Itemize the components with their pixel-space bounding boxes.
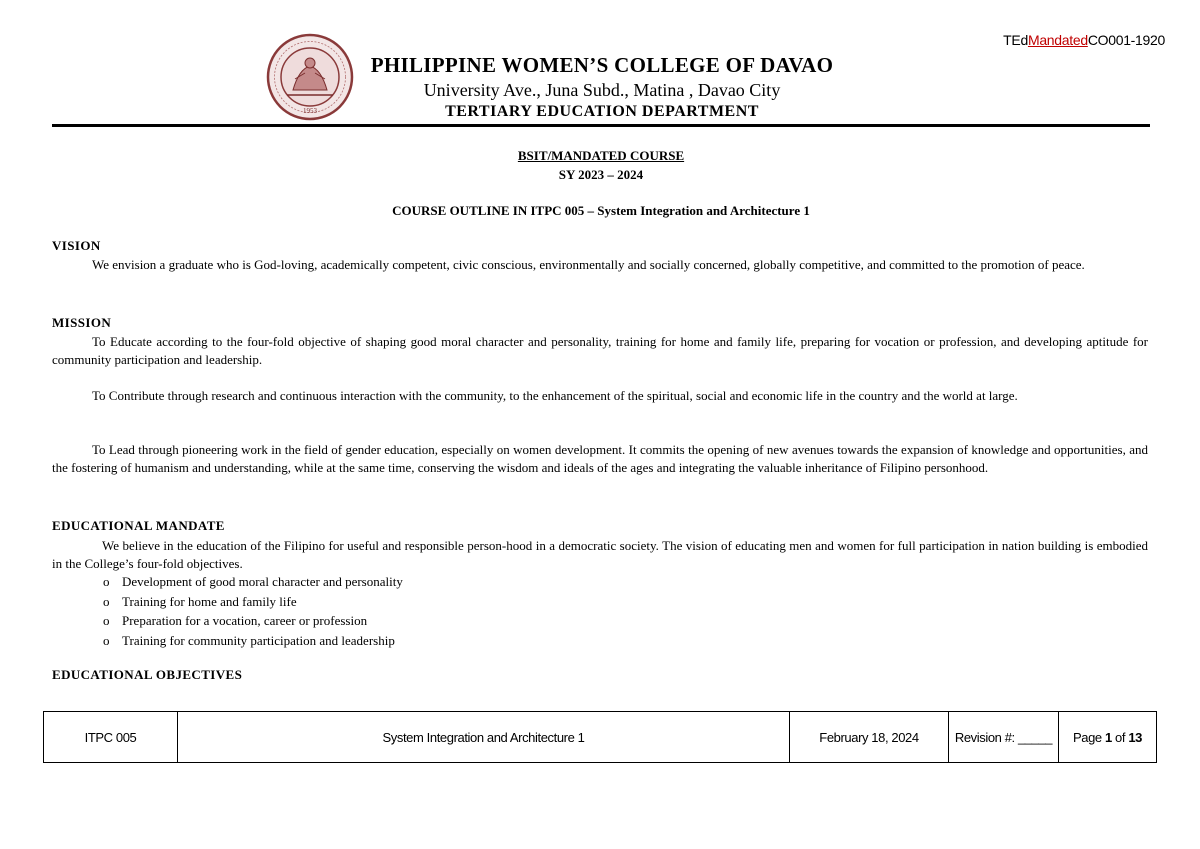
program-title: BSIT/MANDATED COURSE [517,148,685,163]
doc-code-suffix: CO001-1920 [1087,32,1165,48]
header-divider [52,124,1150,127]
list-item [103,611,403,631]
page-total: 13 [1128,729,1142,745]
list-item [103,592,403,612]
page-current: 1 [1104,729,1112,745]
footer-page-number [1059,712,1157,763]
list-item-text: Training for community participation and leadership [122,632,395,648]
document-code [1003,32,1165,48]
bullet-marker: o [103,574,110,589]
footer-course-title: System Integration and Architecture 1 [178,712,790,763]
doc-code-prefix: TEd [1003,32,1028,48]
list-item-text: Preparation for a vocation, career or profession [122,613,368,628]
college-seal-icon [265,33,355,121]
mandate-heading: EDUCATIONAL MANDATE [52,518,225,533]
mission-paragraph: To Lead through pioneering work in the field of gender education, especially on women development. It commits the opening of new avenues towards the expansion of knowledge and opportunities, and the fostering of humanism and understanding, while at the same time, conserving the wisdom and ideals of the ages and integrating the valuable inheritance of Filipino personhood. [52,442,1148,475]
list-item [103,572,403,592]
school-year: SY 2023 – 2024 [558,167,644,182]
page-label: Page [1073,729,1102,745]
seal-year: 1953 [303,107,317,115]
list-item-text: Development of good moral character and personality [122,574,403,589]
page-of: of [1115,729,1126,745]
list-item [103,631,403,651]
bullet-marker: o [103,632,110,648]
page-footer-table [43,711,1157,763]
department-name: TERTIARY EDUCATION DEPARTMENT [445,103,759,120]
college-name: PHILIPPINE WOMEN’S COLLEGE OF DAVAO [370,53,834,77]
mission-paragraph: To Contribute through research and continuous interaction with the community, to the enhancement of the spiritual, social and economic life in the country and the world at large. [92,388,1018,403]
vision-text: We envision a graduate who is God-loving, academically competent, civic conscious, environmentally and socially concerned, globally competitive, and committed to the promotion of peace. [92,257,1085,272]
objectives-heading: EDUCATIONAL OBJECTIVES [52,667,243,682]
mission-heading: MISSION [52,315,112,330]
bullet-marker: o [103,593,110,609]
bullet-marker: o [103,613,110,628]
mission-paragraph: To Educate according to the four-fold objective of shaping good moral character and personality, training for home and family life, preparing for vocation or profession, and developing aptitude for community participation and leadership. [52,334,1148,367]
course-outline-title: COURSE OUTLINE IN ITPC 005 – System Integration and Architecture 1 [392,203,810,218]
mandate-text: We believe in the education of the Filipino for useful and responsible person-hood in a democratic society. The vision of educating men and women for full participation in nation building is embodied in the College’s four-fold objectives. [52,538,1148,571]
list-item-text: Training for home and family life [122,593,297,609]
doc-code-middle: Mandated [1027,32,1088,48]
mandate-objectives-list [103,572,403,650]
vision-heading: VISION [52,238,101,253]
footer-course-code: ITPC 005 [44,712,178,763]
college-address: University Ave., Juna Subd., Matina , Davao City [423,80,781,100]
footer-date: February 18, 2024 [790,712,949,763]
footer-revision: Revision #: _____ [949,712,1059,763]
